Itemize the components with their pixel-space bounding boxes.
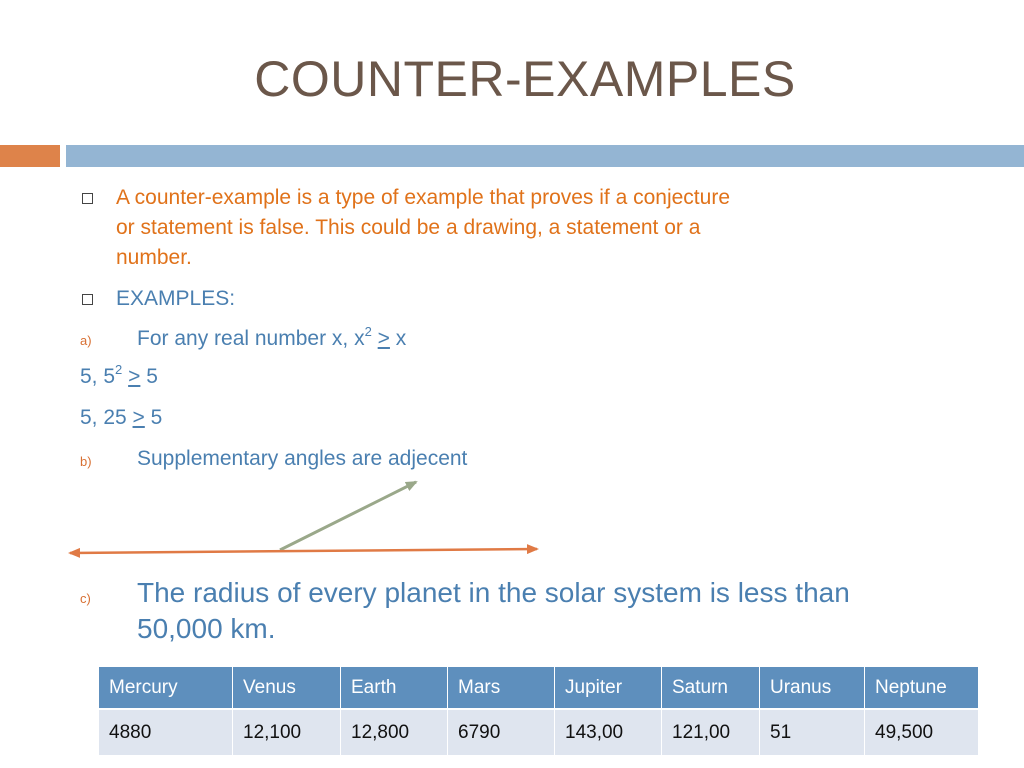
straight-line-arrow (70, 549, 537, 553)
item-a-label: a) (80, 333, 92, 348)
table-cell: 121,00 (662, 709, 760, 755)
table-cell: 6790 (448, 709, 555, 755)
table-cell: 4880 (99, 709, 233, 755)
bullet-definition-line1: A counter-example is a type of example that proves if a conjecture (116, 186, 730, 209)
table-header-cell: Earth (341, 667, 448, 709)
item-b-text: Supplementary angles are adjecent (137, 447, 468, 470)
item-a-text: For any real number x, $x^2 > x$ (137, 324, 407, 350)
item-c-label: c) (80, 591, 91, 606)
slide-title: COUNTER-EXAMPLES (254, 51, 796, 107)
table-cell: 12,800 (341, 709, 448, 755)
table-row (99, 709, 978, 755)
table-cell: 12,100 (233, 709, 341, 755)
table-header-cell: Venus (233, 667, 341, 709)
example-line-5-squared: 5, $5^2 > 5$ (80, 362, 158, 388)
bullet-definition-line2: or statement is false. This could be a drawing, a statement or a (116, 216, 701, 239)
table-header-cell: Jupiter (555, 667, 662, 709)
bullet-examples: EXAMPLES: (116, 287, 236, 310)
item-b-label: b) (80, 454, 92, 469)
planet-radius-table (99, 667, 978, 755)
bullet-definition-line3: number. (116, 246, 192, 269)
table-header-cell: Saturn (662, 667, 760, 709)
table-header-cell: Mars (448, 667, 555, 709)
angle-ray-line (280, 482, 416, 550)
table-cell: 51 (760, 709, 865, 755)
item-c-line2: 50,000 km. (137, 613, 276, 644)
table-cell: 49,500 (865, 709, 979, 755)
table-header-cell: Neptune (865, 667, 979, 709)
example-line-5-25: 5, 25 > 5 (80, 406, 163, 429)
table-header-row (99, 667, 978, 709)
item-c-line1: The radius of every planet in the solar system is less than (137, 577, 850, 608)
table-header-cell: Uranus (760, 667, 865, 709)
table-cell: 143,00 (555, 709, 662, 755)
table-header-cell: Mercury (99, 667, 233, 709)
